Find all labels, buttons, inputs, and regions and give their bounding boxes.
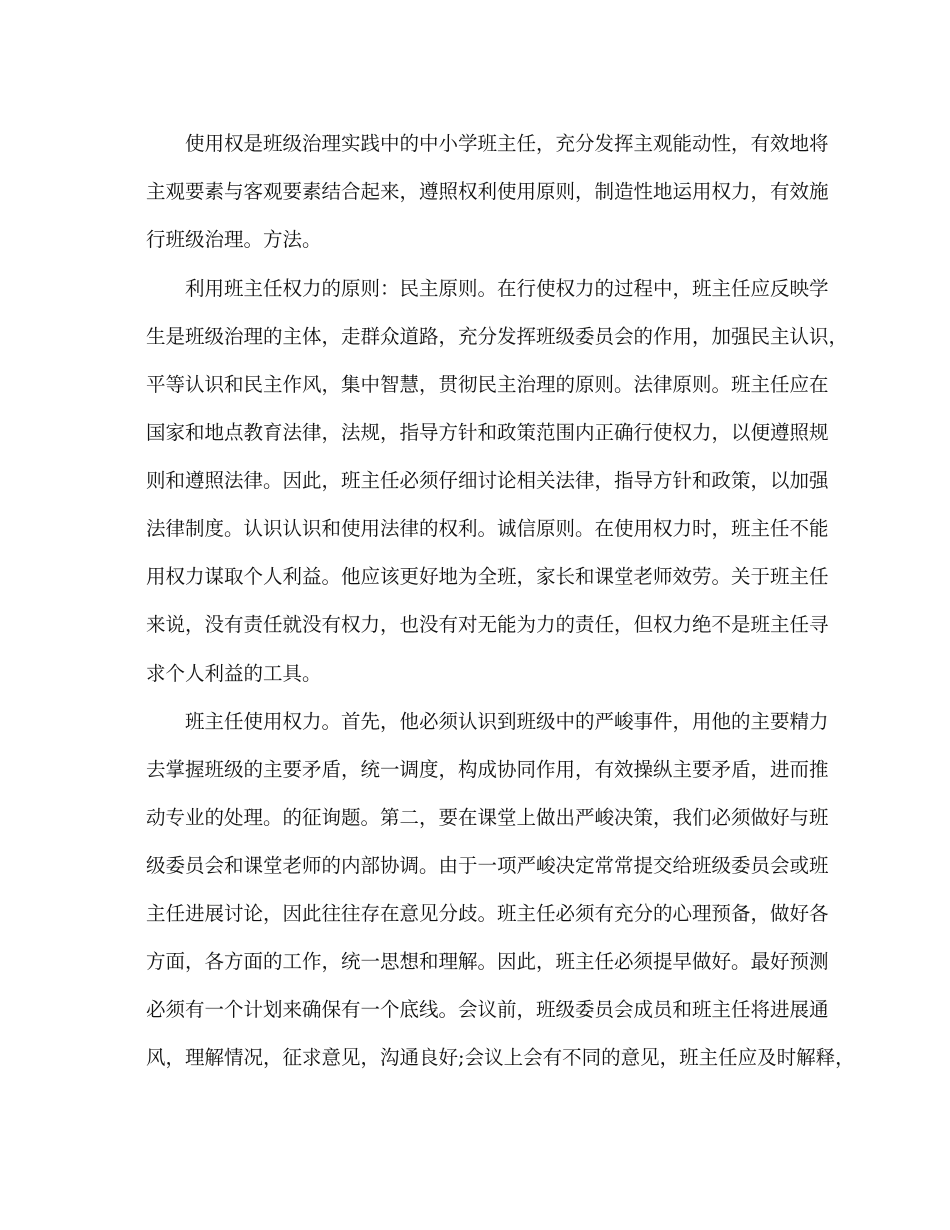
paragraph-3-line-4: 级委员会和课堂老师的内部协调。由于一项严峻决定常常提交给班级委员会或班 bbox=[146, 854, 829, 877]
paragraph-2-line-4: 国家和地点教育法律，法规，指导方针和政策范围内正确行使权力，以便遵照规 bbox=[146, 421, 829, 444]
paragraph-2-line-8: 来说，没有责任就没有权力，也没有对无能为力的责任，但权力绝不是班主任寻 bbox=[146, 613, 829, 636]
paragraph-2-line-9: 求个人利益的工具。 bbox=[146, 662, 322, 685]
paragraph-3-line-2: 去掌握班级的主要矛盾，统一调度，构成协同作用，有效操纵主要矛盾，进而推 bbox=[146, 758, 829, 781]
paragraph-1-line-2: 主观要素与客观要素结合起来，遵照权利使用原则，制造性地运用权力，有效施 bbox=[146, 180, 829, 203]
paragraph-2-line-7: 用权力谋取个人利益。他应该更好地为全班，家长和课堂老师效劳。关于班主任 bbox=[146, 565, 829, 588]
paragraph-2-line-2: 生是班级治理的主体，走群众道路，充分发挥班级委员会的作用，加强民主认识， bbox=[146, 325, 849, 348]
paragraph-2-line-5: 则和遵照法律。因此，班主任必须仔细讨论相关法律，指导方针和政策，以加强 bbox=[146, 469, 829, 492]
paragraph-3-line-1: 班主任使用权力。首先，他必须认识到班级中的严峻事件，用他的主要精力 bbox=[185, 710, 829, 733]
paragraph-3-line-5: 主任进展讨论，因此往往存在意见分歧。班主任必须有充分的心理预备，做好各 bbox=[146, 902, 829, 925]
paragraph-3-line-6: 方面，各方面的工作，统一思想和理解。因此，班主任必须提早做好。最好预测 bbox=[146, 950, 829, 973]
paragraph-2-line-6: 法律制度。认识认识和使用法律的权利。诚信原则。在使用权力时，班主任不能 bbox=[146, 517, 829, 540]
paragraph-2-line-1: 利用班主任权力的原则：民主原则。在行使权力的过程中，班主任应反映学 bbox=[185, 277, 829, 300]
paragraph-1-line-1: 使用权是班级治理实践中的中小学班主任，充分发挥主观能动性，有效地将 bbox=[185, 132, 829, 155]
paragraph-2-line-3: 平等认识和民主作风，集中智慧，贯彻民主治理的原则。法律原则。班主任应在 bbox=[146, 373, 829, 396]
paragraph-3-line-7: 必须有一个计划来确保有一个底线。会议前，班级委员会成员和班主任将进展通 bbox=[146, 998, 829, 1021]
paragraph-3-line-8: 风，理解情况，征求意见，沟通良好;会议上会有不同的意见，班主任应及时解释， bbox=[146, 1046, 855, 1069]
paragraph-1-line-3: 行班级治理。方法。 bbox=[146, 228, 322, 251]
paragraph-3-line-3: 动专业的处理。的征询题。第二，要在课堂上做出严峻决策，我们必须做好与班 bbox=[146, 806, 829, 829]
